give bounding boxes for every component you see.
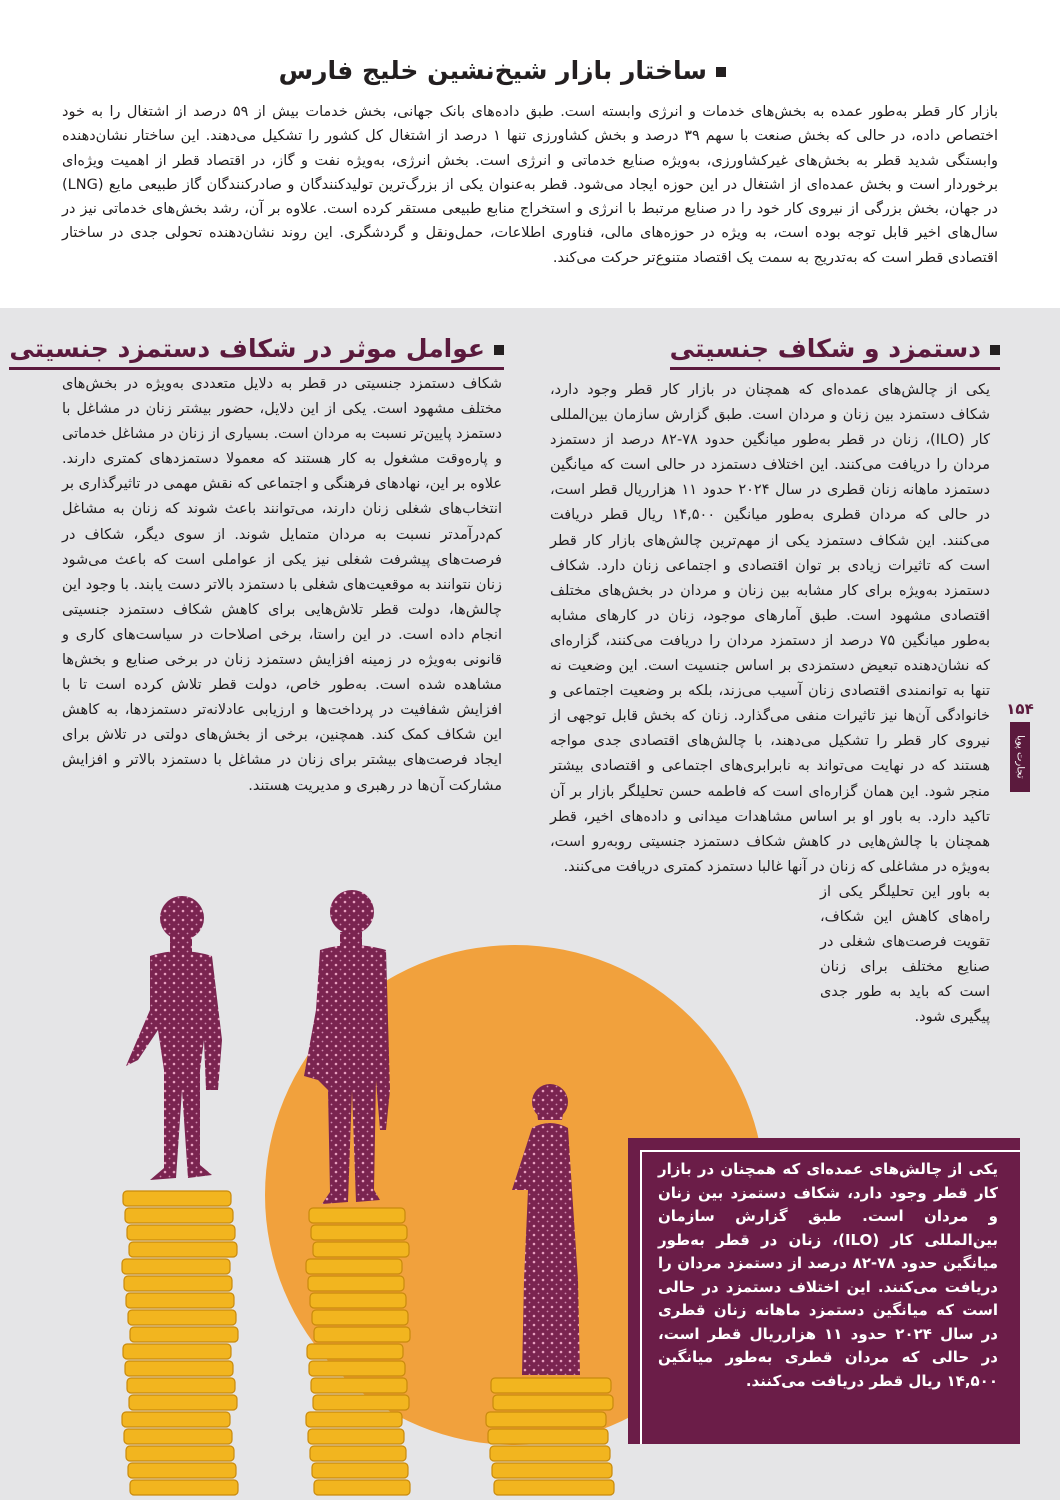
coin xyxy=(125,1361,233,1376)
coin xyxy=(494,1480,614,1495)
coin xyxy=(313,1242,409,1257)
coin xyxy=(307,1344,403,1359)
section-title-gap-factors: عوامل موثر در شکاف دستمزد جنسیتی xyxy=(9,334,504,370)
wage-gap-closing: به باور این تحلیلگر یکی از راه‌های کاهش این شکاف، تقویت فرصت‌های شغلی در صنایع مختلف برای زنان است که باید به طور جدی پیگیری شود. xyxy=(820,883,990,1026)
coin xyxy=(129,1242,237,1257)
coin xyxy=(309,1208,405,1223)
square-bullet-icon xyxy=(716,67,726,77)
coin xyxy=(124,1429,232,1444)
coin xyxy=(308,1276,404,1291)
coin xyxy=(125,1208,233,1223)
coin xyxy=(493,1395,613,1410)
coin xyxy=(490,1446,610,1461)
coin xyxy=(492,1463,612,1478)
page-number: ۱۵۴ xyxy=(1006,700,1034,718)
title-underline xyxy=(670,367,1000,370)
wage-gap-paragraph: یکی از چالش‌های عمده‌ای که همچنان در بازار کار قطر وجود دارد، شکاف دستمزد بین زنان و مردان است. طبق گزارش سازمان بین‌المللی کار (ILO)، زنان در قطر به‌طور میانگین حدود ۷۸-۸۲ درصد از دستمزد مردان را دریافت می‌کنند. این اختلاف دستمزد در حالی است که میانگین دستمزد ماهانه زنان قطری در سال ۲۰۲۴ حدود ۱۱ هزارریال قطر است، در حالی که مردان قطری به‌طور میانگین ۱۴,۵۰۰ ریال قطر دریافت می‌کنند. این شکاف دستمزد یکی از مهم‌ترین چالش‌های بازار کار قطر است که تاثیرات زیادی بر توان اقتصادی و اجتماعی زنان دارد. شکاف دستمزد به‌ویژه برای کار مشابه بین زنان و مردان در بخش‌های مختلف اقتصادی مشهود است. طبق آمارهای موجود، زنان در کارهای مشابه به‌طور میانگین ۷۵ درصد از دستمزد مردان را دریافت می‌کنند، گزاره‌ای که نشان‌دهنده تبعیض دستمزدی بر اساس جنسیت است. این وضعیت نه تنها به توانمندی اقتصادی زنان آسیب می‌زند، بلکه بر وضعیت اجتماعی و خانوادگی آن‌ها نیز تاثیرات منفی می‌گذارد. زنان که بخش قابل توجهی از نیروی کار قطر را تشکیل می‌دهند، با چالش‌های اقتصادی جدی مواجه هستند که در نهایت می‌تواند به نابرابری‌های اجتماعی و اقتصادی بیشتر منجر شود. این همان گزاره‌ای است که فاطمه حسن تحلیلگر بازار بر آن تاکید دارد. به باور او بر اساس مشاهدات میدانی و داده‌های اخیر، قطر همچنان با چالش‌هایی در کاهش شکاف دستمزد جنسیتی روبه‌رو است، به‌ویژه در مشاغلی که زنان در آنها غالبا دستمزد کمتری دریافت می‌کنند. به باور این تحلیلگر یکی از راه‌های کاهش این شکاف، تقویت فرصت‌های شغلی در صنایع مختلف برای زنان است که باید به طور جدی پیگیری شود. xyxy=(550,378,990,1030)
coin xyxy=(308,1429,404,1444)
pullquote-text: یکی از چالش‌های عمده‌ای که همچنان در بازار کار قطر وجود دارد، شکاف دستمزد بین زنان و مردان است. طبق گزارش سازمان بین‌المللی کار (ILO)، زنان در قطر به‌طور میانگین حدود ۷۸-۸۲ درصد از دستمزد مردان را دریافت می‌کنند. این اختلاف دستمزد در حالی است که میانگین دستمزد ماهانه زنان قطری در سال ۲۰۲۴ حدود ۱۱ هزارریال قطر است، در حالی که مردان قطری به‌طور میانگین ۱۴,۵۰۰ ریال قطر دریافت می‌کنند. xyxy=(658,1160,999,1390)
coin xyxy=(127,1225,235,1240)
coin xyxy=(126,1446,234,1461)
coin xyxy=(309,1361,405,1376)
coin xyxy=(123,1344,231,1359)
section-title-wage-gap: دستمزد و شکاف جنسیتی xyxy=(670,334,1000,370)
coin xyxy=(306,1259,402,1274)
coin-stack-right xyxy=(486,1378,614,1495)
coin-stack-left xyxy=(122,1191,238,1495)
coin xyxy=(312,1310,408,1325)
coin xyxy=(486,1412,606,1427)
coin xyxy=(126,1293,234,1308)
coin xyxy=(314,1327,410,1342)
coin xyxy=(127,1378,235,1393)
page-marker xyxy=(1008,700,1032,792)
coin xyxy=(130,1480,238,1495)
pullquote-box xyxy=(628,1138,1020,1444)
coin-stack-middle xyxy=(306,1208,410,1495)
intro-paragraph: بازار کار قطر به‌طور عمده به بخش‌های خدمات و انرژی وابسته است. طبق داده‌های بانک جهانی، بخش خدمات بیش از ۵۹ درصد از اشتغال را به خود اختصاص داده، در حالی که بخش صنعت با سهم ۳۹ درصد و بخش کشاورزی تنها ۱ درصد از اشتغال کل کشور را تشکیل می‌دهند. این ساختار نشان‌دهنده وابستگی شدید قطر به بخش‌های غیرکشاورزی، به‌ویژه صنایع خدماتی و انرژی است. بخش انرژی، به‌ویژه نفت و گاز، در اقتصاد قطر از اهمیت ویژه‌ای برخوردار است و بخش عمده‌ای از اشتغال در این حوزه ایجاد می‌شود. قطر به‌عنوان یکی از بزرگ‌ترین تولیدکنندگان و صادرکنندگان گاز طبیعی مایع (LNG) در جهان، بخش بزرگی از نیروی کار خود را در صنایع مرتبط با انرژی و استخراج منابع طبیعی مستقر کرده است. علاوه بر آن، رشد بخش‌های خدماتی نیز در سال‌های اخیر قابل توجه بوده است، به ویژه در حوزه‌های مالی، فناوری اطلاعات، حمل‌ونقل و گردشگری. این روند نشان‌دهنده تحولی جدی در ساختار اقتصادی قطر است که به‌تدریج به سمت یک اقتصاد متنوع‌تر حرکت می‌کند. xyxy=(62,104,999,266)
coin xyxy=(306,1412,402,1427)
square-bullet-icon xyxy=(990,345,1000,355)
section-title-market-structure: ساختار بازار شیخ‌نشین خلیج فارس xyxy=(279,56,726,85)
coin xyxy=(488,1429,608,1444)
coin xyxy=(311,1225,407,1240)
coin xyxy=(128,1463,236,1478)
coin xyxy=(130,1327,238,1342)
coin xyxy=(124,1276,232,1291)
coin xyxy=(491,1378,611,1393)
coin xyxy=(122,1259,230,1274)
title-underline xyxy=(9,367,504,370)
square-bullet-icon xyxy=(494,345,504,355)
coin xyxy=(123,1191,231,1206)
coin xyxy=(312,1463,408,1478)
coin xyxy=(311,1378,407,1393)
gap-factors-paragraph: شکاف دستمزد جنسیتی در قطر به دلایل متعددی به‌ویژه در بخش‌های مختلف مشهود است. یکی از این دلایل، حضور بیشتر زنان در مشاغل با دستمزد پایین‌تر نسبت به مردان است. بسیاری از زنان در مشاغل خدماتی و پاره‌وقت مشغول به کار هستند که معمولا دستمزدهای کمتری دارند. علاوه بر این، نهادهای فرهنگی و اجتماعی که نقش مهمی در تاثیرگذاری بر انتخاب‌های شغلی زنان دارند، می‌توانند باعث شوند که زنان به مشاغل کم‌درآمدتر نسبت به مردان متمایل شوند. از سوی دیگر، شکاف در فرصت‌های پیشرفت شغلی نیز یکی از عواملی است که باعث می‌شود زنان نتوانند به موقعیت‌های شغلی با دستمزد بالاتر دست یابند. با وجود این چالش‌ها، دولت قطر تلاش‌هایی برای کاهش شکاف دستمزد جنسیتی انجام داده است. در این راستا، برخی اصلاحات در سیاست‌های کاری و قانونی به‌ویژه در زمینه افزایش دستمزد زنان در برخی صنایع و بخش‌ها مشاهده شده است. به‌طور خاص، دولت قطر تلاش کرده است تا با افزایش شفافیت در پرداخت‌ها و ارزیابی عادلانه‌تر دستمزدها، به کاهش این شکاف کمک کند. همچنین، برخی از بخش‌های دولتی در تلاش برای ایجاد فرصت‌های بیشتر برای زنان در مشاغل با دستمزد بالاتر و افزایش مشارکت آن‌ها در رهبری و مدیریت هستند. xyxy=(62,376,502,794)
man-figure-left xyxy=(126,896,222,1180)
coin xyxy=(314,1480,410,1495)
coin xyxy=(310,1293,406,1308)
coin xyxy=(128,1310,236,1325)
magazine-tag: تجارت پویا xyxy=(1010,722,1030,792)
coin xyxy=(129,1395,237,1410)
coin xyxy=(313,1395,409,1410)
intro-section xyxy=(0,0,1060,308)
coin xyxy=(122,1412,230,1427)
coin xyxy=(310,1446,406,1461)
